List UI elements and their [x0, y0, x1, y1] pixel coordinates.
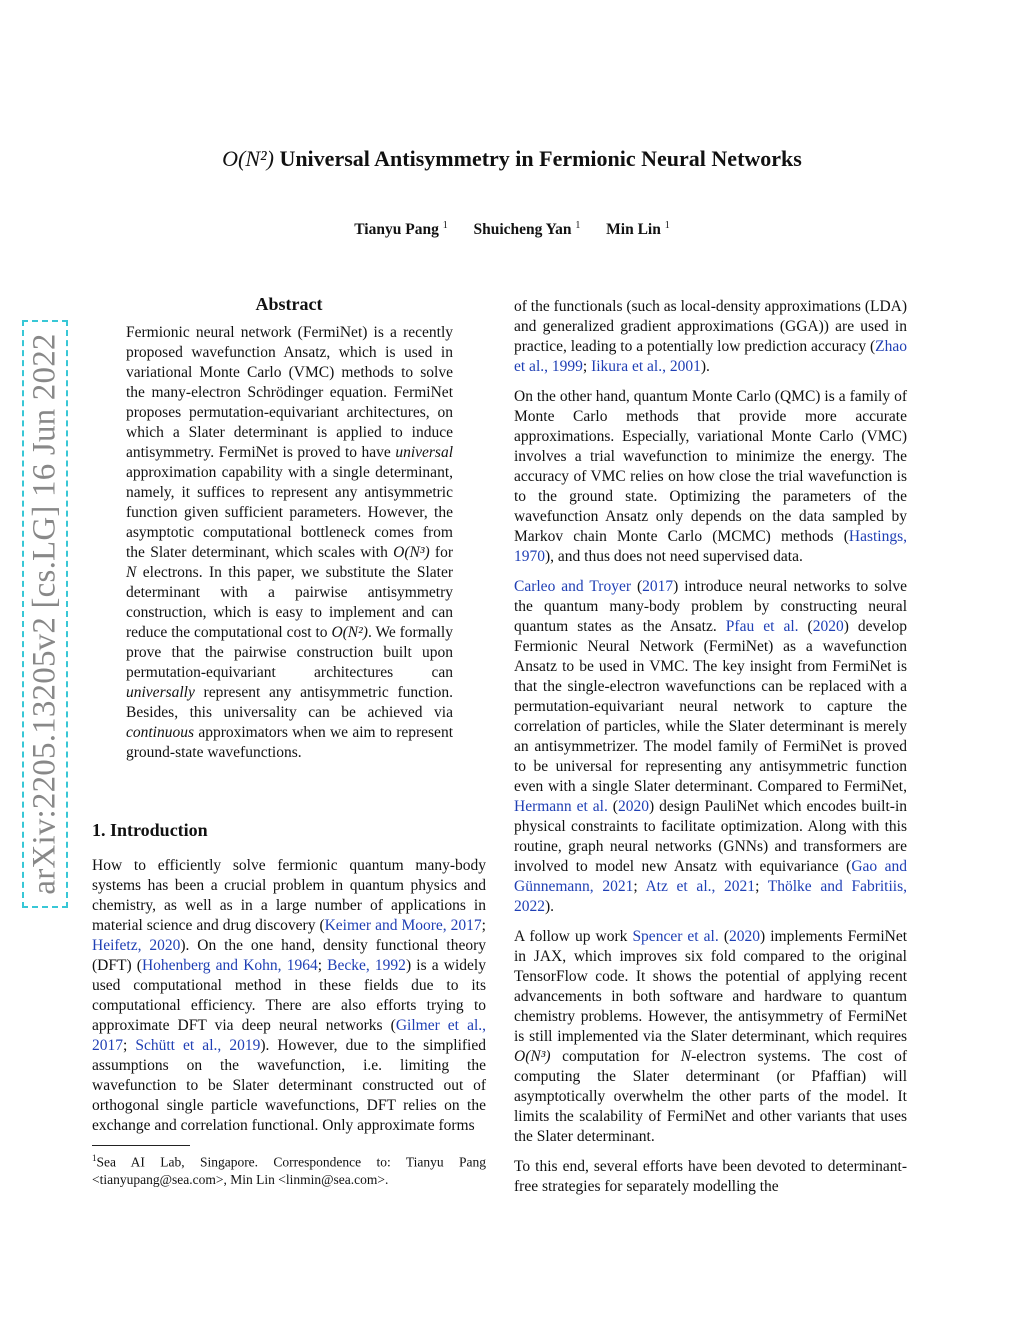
citation-link[interactable]: Schütt et al., 2019 — [135, 1037, 261, 1054]
body-text: ) introduce neural networks to solve the quantum many-body problem by constructing neural quantum states as the Ansatz. — [514, 578, 907, 635]
body-text: of the functionals (such as local-density approximations (LDA) and generalized gradient approximations (GGA)) are used in practice, leading to a potentially low prediction accuracy ( — [514, 298, 907, 355]
body-text: ). — [700, 358, 710, 375]
body-text: computation for — [550, 1048, 681, 1065]
intro-paragraph — [92, 856, 486, 1136]
body-text: ). On the one hand, density functional theory (DFT) ( — [92, 937, 486, 974]
abstract-emphasis: universally — [126, 684, 195, 701]
body-text: ) develop Fermionic Neural Network (FermiNet) as a wavefunction Ansatz to be used in VMC. The key insight from FermiNet is that the single-electron wavefunctions can be replaced with a permutation-equivariant neural network to capture the correlation of particles, while the Slater determinant is merely an antisymmetrizer. The model family of FermiNet is proved to be universal for representing any antisymmetric function even with a single Slater determinant. Compared to FermiNet, — [514, 618, 907, 795]
author-name: Min Lin — [606, 221, 661, 239]
citation-link[interactable]: Hermann et al. — [514, 798, 608, 815]
title-text: Universal Antisymmetry in Fermionic Neural Networks — [279, 146, 802, 171]
citation-link[interactable]: Pfau et al. — [725, 618, 799, 635]
right-paragraph-2 — [514, 387, 907, 567]
body-text: ( — [630, 578, 643, 595]
abstract-text: represent any antisymmetric function. Besides, this universality can be achieved via — [126, 684, 453, 721]
body-text: ; — [481, 917, 486, 934]
math-expression: N — [680, 1048, 692, 1065]
body-text: ). — [545, 898, 555, 915]
citation-link[interactable]: 2020 — [812, 618, 844, 635]
citation-link[interactable]: Heifetz, 2020 — [92, 937, 181, 954]
abstract-body — [126, 323, 453, 763]
right-paragraph-3 — [514, 577, 907, 917]
body-text: ) is a widely used computational method in these fields due to its computational efficiency. There are also efforts trying to approximate DFT via deep neural networks ( — [92, 957, 486, 1034]
body-text: -electron systems. The cost of computing the Slater determinant (or Pfaffian) will asymptotically overwhelm the other parts of the model. It limits the scalability of FermiNet and other variants that uses the Slater determinant. — [514, 1048, 907, 1145]
math-expression: O(N²) — [331, 624, 368, 641]
footnote-mark: 1 — [92, 1153, 97, 1163]
arxiv-stamp — [22, 320, 68, 908]
citation-link[interactable]: Gao and Günnemann, 2021 — [514, 858, 907, 895]
paper-title — [0, 146, 1024, 172]
citation-link[interactable]: 2020 — [728, 928, 760, 945]
body-text: A follow up work — [514, 928, 633, 945]
right-paragraph-1 — [514, 297, 907, 377]
math-expression: O(N³) — [514, 1048, 551, 1065]
body-text: How to efficiently solve fermionic quantum many-body systems has been a crucial problem in quantum physics and chemistry, as well as in a large number of applications in material science and drug discovery ( — [92, 857, 486, 934]
body-text: To this end, several efforts have been devoted to determinant-free strategies for separately modelling the — [514, 1158, 907, 1195]
body-text: ; — [582, 358, 592, 375]
author-affiliation: 1 — [664, 220, 670, 231]
author-affiliation: 1 — [575, 220, 581, 231]
body-text: ( — [607, 798, 618, 815]
footnote-rule — [92, 1145, 190, 1146]
body-text: ) implements FermiNet in JAX, which improves six fold compared to the original TensorFlow code. It shows the potential of applying recent advancements in both software and hardware to quantum chemistry problems. However, the antisymmetry of FermiNet is still implemented via the Slater determinant, which requires — [514, 928, 908, 1045]
abstract-text: . We formally prove that the pairwise construction built upon permutation-equivariant architectures can — [126, 624, 453, 681]
body-text: ; — [633, 878, 646, 895]
author-name: Shuicheng Yan — [473, 221, 572, 239]
author-list — [0, 220, 1024, 239]
body-text: ). However, due to the simplified assumptions on the wavefunction, i.e. limiting the wavefunction to be Slater determinant constructed out of orthogonal single particle wavefunctions, DFT relies on the exchange and correlation functional. Only approximate forms — [92, 1037, 486, 1134]
citation-link[interactable]: Iikura et al., 2001 — [591, 358, 701, 375]
body-text: On the other hand, quantum Monte Carlo (QMC) is a family of Monte Carlo methods that provide more accurate approximations. Especially, variational Monte Carlo (VMC) involves a trial wavefunction to minimize the energy. The accuracy of VMC relies on how close the trial wavefunction is to the ground state. Optimizing the parameters of the wavefunction Ansatz only depends on the data sampled by Markov chain Monte Carlo (MCMC) methods ( — [514, 388, 907, 545]
citation-link[interactable]: Spencer et al. — [632, 928, 719, 945]
abstract-text: approximators when we aim to represent ground-state wavefunctions. — [126, 724, 453, 761]
citation-link[interactable]: Keimer and Moore, 2017 — [324, 917, 482, 934]
body-text: ; — [317, 957, 328, 974]
author-name: Tianyu Pang — [354, 221, 439, 239]
body-text: ; — [123, 1037, 136, 1054]
citation-link[interactable]: Becke, 1992 — [327, 957, 406, 974]
citation-link[interactable]: 2017 — [642, 578, 674, 595]
math-expression: O(N³) — [393, 544, 430, 561]
citation-link[interactable]: Hastings, 1970 — [514, 528, 907, 565]
body-text: ( — [718, 928, 729, 945]
math-expression: N — [126, 564, 137, 581]
body-text: ; — [755, 878, 768, 895]
section-heading-introduction: 1. Introduction — [92, 820, 208, 840]
body-text: ), and thus does not need supervised data. — [545, 548, 803, 565]
right-paragraph-4 — [514, 927, 907, 1147]
abstract-heading: Abstract — [255, 294, 323, 314]
right-column — [514, 297, 907, 1197]
abstract-text: Fermionic neural network (FermiNet) is a recently proposed wavefunction Ansatz, which is used in variational Monte Carlo (VMC) methods to solve the many-electron Schrödinger equation. FermiNet proposes permutation-equivariant architectures, on which a Slater determinant is applied to induce antisymmetry. FermiNet is proved to have — [126, 324, 453, 461]
abstract-text: electrons. In this paper, we substitute the Slater determinant with a pairwise antisymmetry construction, which is easy to implement and can reduce the computational cost to — [126, 564, 453, 641]
citation-link[interactable]: Atz et al., 2021 — [645, 878, 756, 895]
citation-link[interactable]: Thölke and Fabritiis, 2022 — [514, 878, 907, 915]
abstract-text: for — [429, 544, 453, 561]
abstract-text: approximation capability with a single determinant, namely, it suffices to represent any antisymmetric function given sufficient parameters. However, the asymptotic computational bottleneck comes from the Slater determinant, which scales with — [126, 464, 453, 561]
abstract-emphasis: universal — [395, 444, 453, 461]
citation-link[interactable]: Carleo and Troyer — [514, 578, 631, 595]
citation-link[interactable]: Hohenberg and Kohn, 1964 — [141, 957, 318, 974]
body-text: ( — [798, 618, 813, 635]
author-affiliation: 1 — [442, 220, 448, 231]
footnote-text: Sea AI Lab, Singapore. Correspondence to: Tianyu Pang <tianyupang@sea.com>, Min Lin <linmin@sea.com>. — [92, 1154, 486, 1187]
footnote — [92, 1150, 486, 1188]
abstract-paragraph — [126, 323, 453, 763]
citation-link[interactable]: Zhao et al., 1999 — [514, 338, 907, 375]
body-text: ) design PauliNet which encodes built-in physical constraints to facilitate optimization. Along with this routine, graph neural networks (GNNs) and transformers are involved to model new Ansatz with equivariance ( — [514, 798, 908, 875]
right-paragraph-5 — [514, 1157, 907, 1197]
arxiv-identifier: arXiv:2205.13205v2 [cs.LG] 16 Jun 2022 — [26, 333, 63, 895]
introduction-body — [92, 856, 486, 1136]
citation-link[interactable]: 2020 — [617, 798, 649, 815]
title-math: O(N²) — [222, 146, 274, 171]
abstract-emphasis: continuous — [126, 724, 195, 741]
citation-link[interactable]: Gilmer et al., 2017 — [92, 1017, 486, 1054]
